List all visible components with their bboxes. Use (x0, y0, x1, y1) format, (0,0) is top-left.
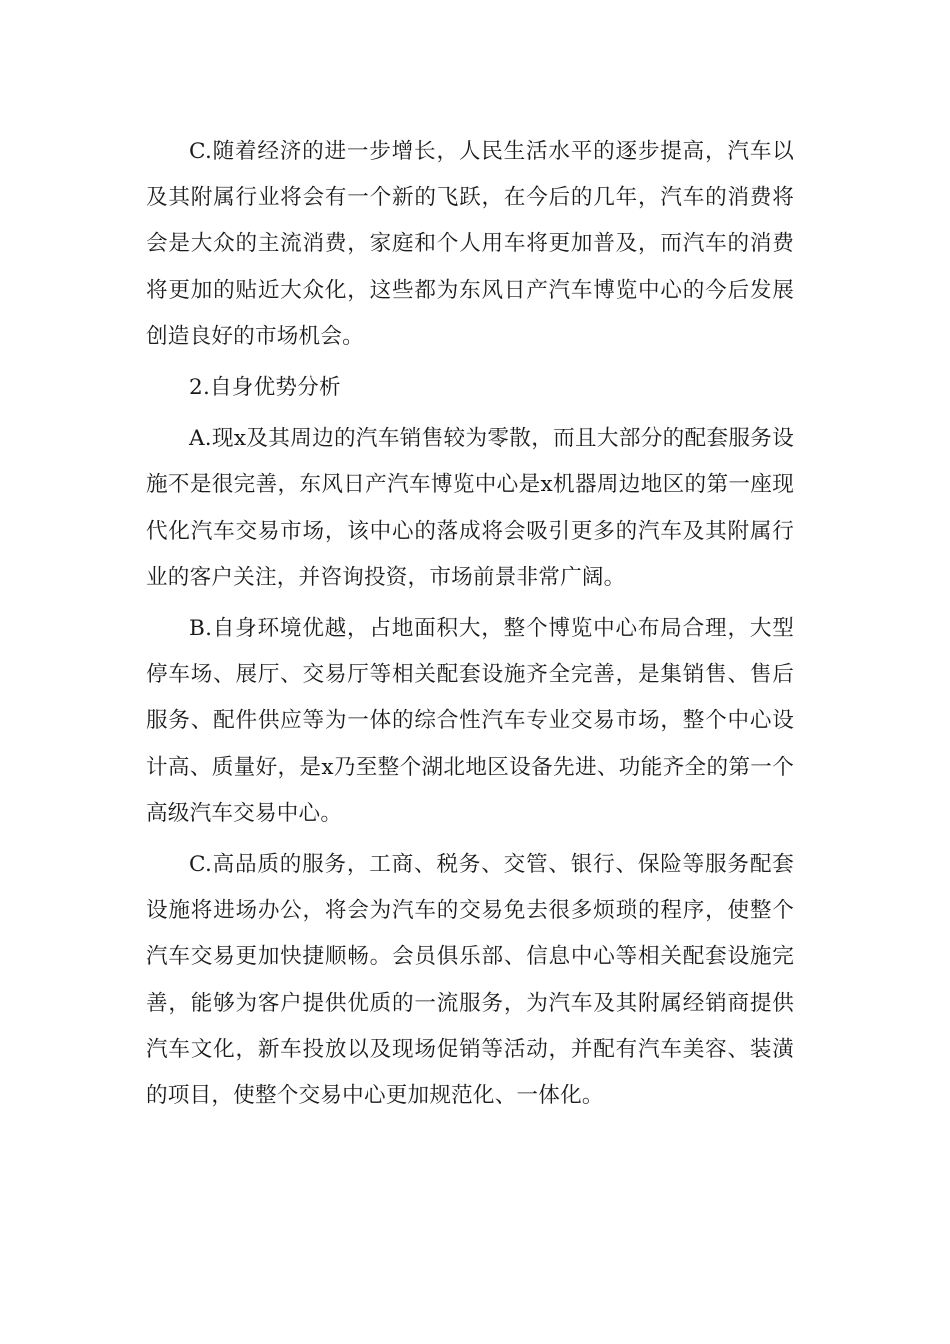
paragraph-b-environment: B.自身环境优越，占地面积大，整个博览中心布局合理，大型停车场、展厅、交易厅等相关配套设施齐全完善，是集销售、售后服务、配件供应等为一体的综合性汽车专业交易市场，整个中心设计高、质量好，是x乃至整个湖北地区设备先进、功能齐全的第一个高级汽车交易中心。 (146, 616, 794, 826)
paragraph-a-market-position: A.现x及其周边的汽车销售较为零散，而且大部分的配套服务设施不是很完善，东风日产汽车博览中心是x机器周边地区的第一座现代化汽车交易市场，该中心的落成将会吸引更多的汽车及其附属行业的客户关注，并咨询投资，市场前景非常广阔。 (146, 426, 794, 590)
section-heading-self-advantage: 2.自身优势分析 (189, 375, 341, 401)
document-page (146, 129, 794, 1124)
paragraph-c-economic-growth: C.随着经济的进一步增长，人民生活水平的逐步提高，汽车以及其附属行业将会有一个新的飞跃，在今后的几年，汽车的消费将会是大众的主流消费，家庭和个人用车将更加普及，而汽车的消费将更加的贴近大众化，这些都为东风日产汽车博览中心的今后发展创造良好的市场机会。 (146, 139, 794, 349)
paragraph-c-service-quality: C.高品质的服务，工商、税务、交管、银行、保险等服务配套设施将进场办公，将会为汽车的交易免去很多烦琐的程序，使整个汽车交易更加快捷顺畅。会员俱乐部、信息中心等相关配套设施完善，能够为客户提供优质的一流服务，为汽车及其附属经销商提供汽车文化，新车投放以及现场促销等活动，并配有汽车美容、装潢的项目，使整个交易中心更加规范化、一体化。 (146, 852, 794, 1109)
